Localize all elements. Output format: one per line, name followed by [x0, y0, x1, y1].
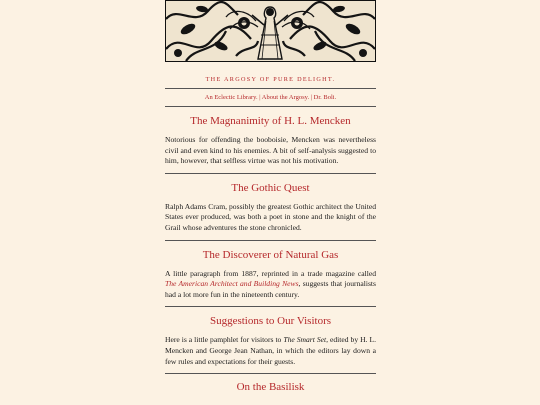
nav-separator: |: [257, 94, 262, 101]
nav-link-eclectic-library[interactable]: An Eclectic Library.: [204, 94, 258, 101]
post-title[interactable]: The Magnanimity of H. L. Mencken: [190, 115, 351, 127]
decorative-banner[interactable]: [165, 0, 376, 62]
divider: [165, 106, 376, 107]
excerpt-text: Here is a little pamphlet for visitors to: [165, 335, 284, 345]
post-title[interactable]: The Discoverer of Natural Gas: [202, 248, 339, 261]
divider: [165, 306, 376, 307]
post-excerpt: [165, 269, 376, 301]
post-title[interactable]: The Gothic Quest: [231, 181, 310, 194]
nav-separator: |: [309, 94, 314, 101]
magazine-link[interactable]: The American Architect and Building News: [165, 279, 299, 289]
ornament-illustration: [166, 1, 375, 61]
post-excerpt: Notorious for offending the booboisie, Mencken was nevertheless civil and even kind to his enemies. A bit of self-analysis suggested to him, however, that selfless virtue was not his motivation.: [165, 135, 376, 166]
post-title[interactable]: Suggestions to Our Visitors: [209, 315, 332, 328]
post-title[interactable]: On the Basilisk: [236, 381, 305, 394]
site-title[interactable]: THE ARGOSY OF PURE DELIGHT.: [205, 76, 336, 83]
main-column: [165, 0, 376, 394]
post-excerpt: [165, 335, 376, 367]
excerpt-text: A little paragraph from 1887, reprinted in a trade magazine called: [165, 268, 376, 278]
excerpt-text: , suggests that journalists had a lot more fun in the nineteenth century.: [165, 279, 376, 299]
nav-link-about[interactable]: About the Argosy.: [261, 94, 310, 101]
divider: [165, 373, 376, 374]
magazine-title: The Smart Set: [283, 335, 327, 345]
divider: [165, 173, 376, 174]
nav-link-dr-boli[interactable]: Dr. Boli.: [313, 94, 337, 101]
divider: [165, 240, 376, 241]
excerpt-text: , edited by H. L. Mencken and George Jean Nathan, in which the editors lay down a few rules and expectations for their guests.: [165, 335, 377, 366]
post-excerpt: Ralph Adams Cram, possibly the greatest Gothic architect the United States ever produced, was both a poet in stone and the knight of the Grail whose adventures the stone chronicled.: [165, 201, 376, 232]
site-nav: [165, 89, 376, 106]
